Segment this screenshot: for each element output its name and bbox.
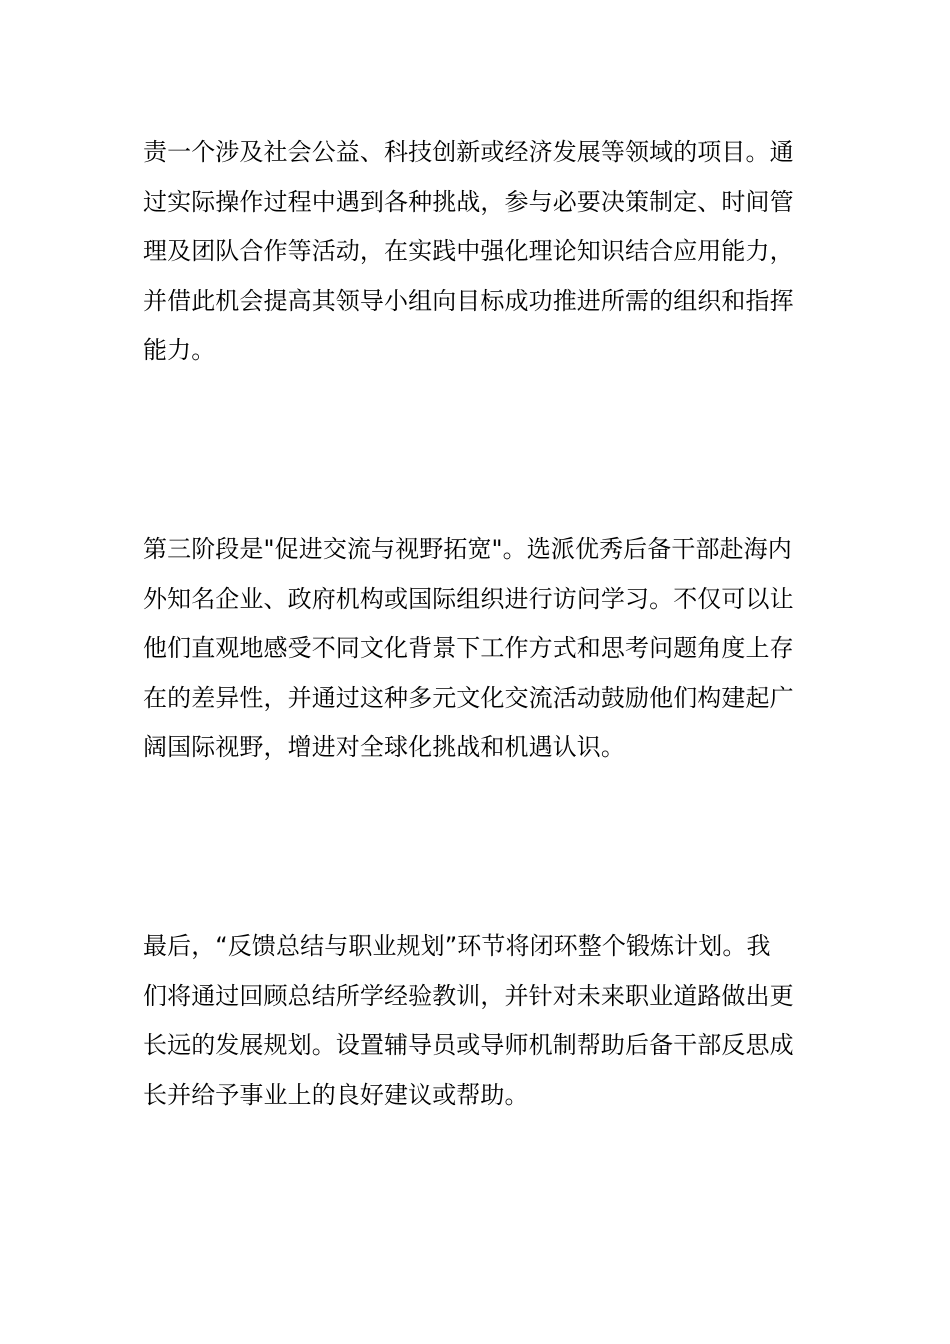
paragraph-stage-three [143, 525, 813, 773]
text-line: 他们直观地感受不同文化背景下工作方式和思考问题角度上存 [143, 634, 794, 662]
text-line: 能力。 [143, 336, 216, 364]
text-line: 们将通过回顾总结所学经验教训，并针对未来职业道路做出更 [143, 981, 794, 1010]
text-line: 长远的发展规划。设置辅导员或导师机制帮助后备干部反思成 [143, 1031, 794, 1059]
text-line: 理及团队合作等活动，在实践中强化理论知识结合应用能力， [143, 237, 794, 265]
text-line: 阔国际视野，增进对全球化挑战和机遇认识。 [143, 733, 625, 761]
text-line: 第三阶段是"促进交流与视野拓宽"。选派优秀后备干部赴海内 [143, 535, 792, 563]
text-line: 过实际操作过程中遇到各种挑战，参与必要决策制定、时间管 [143, 187, 794, 216]
text-line: 长并给予事业上的良好建议或帮助。 [143, 1080, 529, 1109]
text-line: 在的差异性，并通过这种多元文化交流活动鼓励他们构建起广 [143, 683, 794, 712]
text-line: 最后，“反馈总结与职业规划”环节将闭环整个锻炼计划。我 [143, 932, 771, 960]
text-line: 并借此机会提高其领导小组向目标成功推进所需的组织和指挥 [143, 286, 794, 315]
paragraph-project-practice [143, 128, 813, 376]
text-line: 责一个涉及社会公益、科技创新或经济发展等领域的项目。通 [143, 138, 794, 166]
paragraph-final-feedback [143, 922, 813, 1120]
text-line: 外知名企业、政府机构或国际组织进行访问学习。不仅可以让 [143, 584, 794, 613]
